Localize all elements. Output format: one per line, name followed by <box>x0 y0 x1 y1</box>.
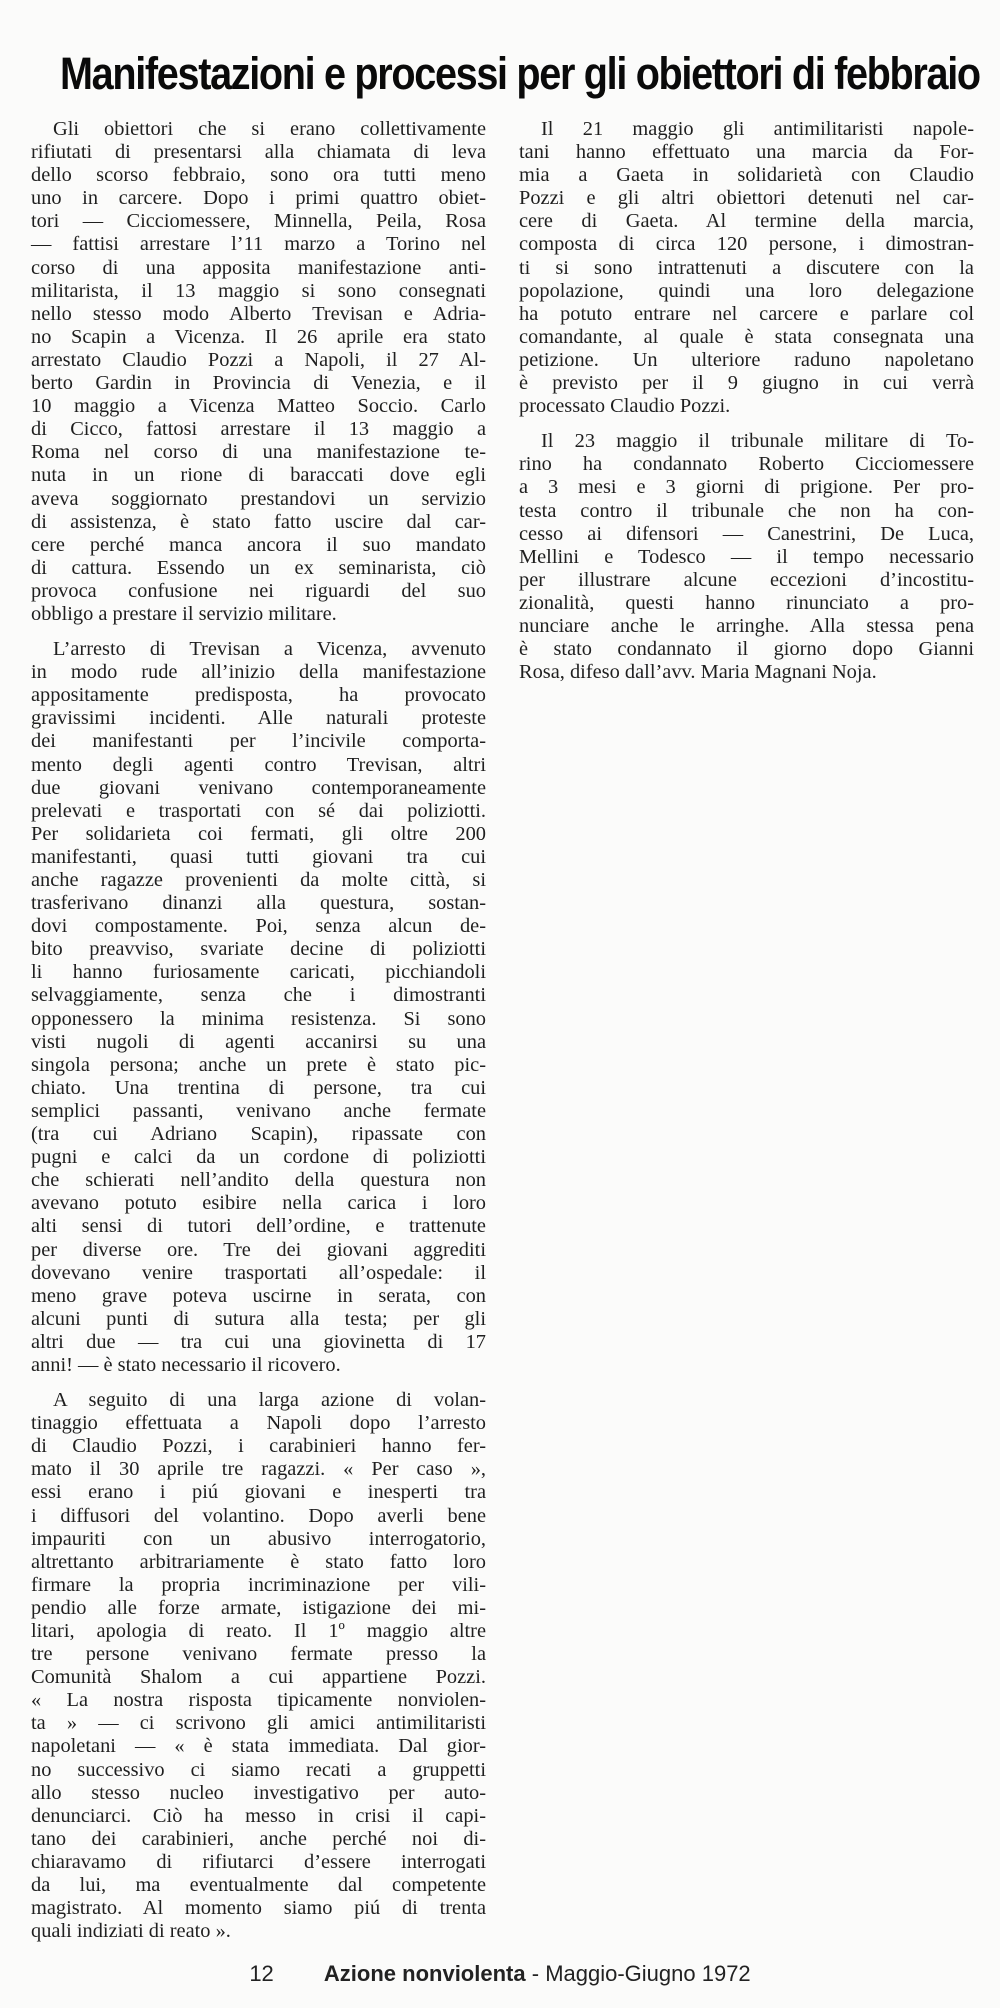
text-line: no successivo ci siamo recati a gruppetti <box>31 1758 486 1781</box>
text-line: altri due — tra cui una giovinetta di 17 <box>31 1330 486 1353</box>
text-line: appositamente predisposta, ha provocato <box>31 684 486 707</box>
text-line: di assistenza, è stato fatto uscire dal car- <box>31 510 486 533</box>
text-line: avevano potuto esibire nella carica i loro <box>31 1192 486 1215</box>
text-line: i diffusori del volantino. Dopo averli bene <box>31 1504 486 1527</box>
text-line: A seguito di una larga azione di volan- <box>53 1389 486 1412</box>
article-paragraph <box>519 118 974 418</box>
text-line: petizione. Un ulteriore raduno napoletano <box>519 348 974 371</box>
article-paragraph <box>31 118 486 626</box>
text-line: alcuni punti di sutura alla testa; per gli <box>31 1307 486 1330</box>
page-number: 12 <box>249 1961 274 1986</box>
text-line: berto Gardin in Provincia di Venezia, e il <box>31 372 486 395</box>
text-line: tori — Cicciomessere, Minnella, Peila, Rosa <box>31 210 486 233</box>
text-line: che schierati nell’andito della questura non <box>31 1169 486 1192</box>
text-line: per diverse ore. Tre dei giovani aggrediti <box>31 1238 486 1261</box>
text-line: provoca confusione nei riguardi del suo <box>31 579 486 602</box>
text-line: li hanno furiosamente caricati, picchiandoli <box>31 961 486 984</box>
text-line: Gli obiettori che si erano collettivamente <box>53 118 486 140</box>
text-line: mato il 30 aprile tre ragazzi. « Per caso », <box>31 1458 486 1481</box>
text-line: ha potuto entrare nel carcere e parlare col <box>519 302 974 325</box>
text-line: Pozzi e gli altri obiettori detenuti nel car- <box>519 187 974 210</box>
text-line: no Scapin a Vicenza. Il 26 aprile era stato <box>31 325 486 348</box>
text-line: semplici passanti, venivano anche fermate <box>31 1099 486 1122</box>
text-line: dei manifestanti per l’incivile comporta- <box>31 730 486 753</box>
text-line: Il 23 maggio il tribunale militare di To- <box>541 430 974 453</box>
text-line: da lui, ma eventualmente dal competente <box>31 1874 486 1897</box>
magazine-name: Azione nonviolenta <box>323 1961 526 1986</box>
text-line: prelevati e trasportati con sé dai poliziotti. <box>31 799 486 822</box>
text-line: Roma nel corso di una manifestazione te- <box>31 441 486 464</box>
text-line: tinaggio effettuata a Napoli dopo l’arresto <box>31 1412 486 1435</box>
text-line: L’arresto di Trevisan a Vicenza, avvenuto <box>53 638 486 661</box>
text-line: Comunità Shalom a cui appartiene Pozzi. <box>31 1666 486 1689</box>
text-line: di cattura. Essendo un ex seminarista, ciò <box>31 556 486 579</box>
text-line: obbligo a prestare il servizio militare. <box>31 602 337 625</box>
text-line: tano dei carabinieri, anche perché noi di- <box>31 1827 486 1850</box>
text-line: arrestato Claudio Pozzi a Napoli, il 27 Al- <box>31 348 486 371</box>
text-line: opponessero la minima resistenza. Si sono <box>31 1007 486 1030</box>
text-line: alti sensi di tutori dell’ordine, e trattenute <box>31 1215 486 1238</box>
text-line: mia a Gaeta in solidarietà con Claudio <box>519 164 974 187</box>
text-line: Per solidarieta coi fermati, gli oltre 200 <box>31 822 486 845</box>
text-line: dovevano venire trasportati all’ospedale: il <box>31 1261 486 1284</box>
text-line: litari, apologia di reato. Il 1º maggio altre <box>31 1620 486 1642</box>
text-line: chiato. Una trentina di persone, tra cui <box>31 1076 486 1099</box>
text-line: nuta in un rione di baraccati dove egli <box>31 464 486 487</box>
text-line: militarista, il 13 maggio si sono consegnati <box>31 279 486 302</box>
text-line: rino ha condannato Roberto Cicciomessere <box>519 453 974 476</box>
text-line: è previsto per il 9 giugno in cui verrà <box>519 372 974 395</box>
text-line: mento degli agenti contro Trevisan, altri <box>31 753 486 776</box>
text-line: anni! — è stato necessario il ricovero. <box>31 1353 341 1376</box>
text-line: essi erano i piú giovani e inesperti tra <box>31 1481 486 1504</box>
article-paragraph <box>519 430 974 684</box>
text-line: allo stesso nucleo investigativo per auto- <box>31 1781 486 1804</box>
text-line: chiaravamo di rifiutarci d’essere interrogati <box>31 1850 486 1873</box>
text-line: cere perché manca ancora il suo mandato <box>31 533 486 556</box>
text-line: nello stesso modo Alberto Trevisan e Adria- <box>31 302 486 325</box>
text-line: pendio alle forze armate, istigazione dei mi- <box>31 1596 486 1619</box>
text-line: cere di Gaeta. Al termine della marcia, <box>519 210 974 233</box>
text-line: manifestanti, quasi tutti giovani tra cui <box>31 845 486 868</box>
article-column-left <box>31 118 486 1955</box>
text-line: ti si sono intrattenuti a discutere con la <box>519 256 974 279</box>
text-line: rifiutati di presentarsi alla chiamata di leva <box>31 141 486 164</box>
text-line: composta di circa 120 persone, i dimostran- <box>519 233 974 256</box>
text-line: popolazione, quindi una loro delegazione <box>519 279 974 302</box>
text-line: zionalità, questi hanno rinunciato a pro- <box>519 591 974 614</box>
text-line: è stato condannato il giorno dopo Gianni <box>519 638 974 661</box>
text-line: di Claudio Pozzi, i carabinieri hanno fer- <box>31 1435 486 1458</box>
text-line: anche ragazze provenienti da molte città, si <box>31 869 486 891</box>
text-line: comandante, al quale è stata consegnata una <box>519 325 974 348</box>
text-line: (tra cui Adriano Scapin), ripassate con <box>31 1123 486 1146</box>
page-footer <box>0 1961 1000 1987</box>
text-line: testa contro il tribunale che non ha con- <box>519 499 974 522</box>
text-line: nunciare anche le arringhe. Alla stessa pena <box>519 614 974 637</box>
text-line: magistrato. Al momento siamo piú di trenta <box>31 1897 486 1920</box>
text-line: aveva soggiornato prestandovi un servizio <box>31 487 486 510</box>
text-line: Rosa, difeso dall’avv. Maria Magnani Noja. <box>519 661 877 684</box>
article-title: Manifestazioni e processi per gli obiettori di febbraio <box>60 48 980 100</box>
text-line: uno in carcere. Dopo i primi quattro obiet- <box>31 187 486 210</box>
text-line: Il 21 maggio gli antimilitaristi napole- <box>541 118 974 140</box>
text-line: trasferivano dinanzi alla questura, sostan- <box>31 892 486 915</box>
text-line: meno grave poteva uscirne in serata, con <box>31 1284 486 1307</box>
text-line: napoletani — « è stata immediata. Dal gior- <box>31 1735 486 1758</box>
text-line: tani hanno effettuato una marcia da For- <box>519 141 974 164</box>
text-line: dovi compostamente. Poi, senza alcun de- <box>31 915 486 938</box>
text-line: bito preavviso, svariate decine di poliziotti <box>31 938 486 961</box>
text-line: selvaggiamente, senza che i dimostranti <box>31 984 486 1007</box>
text-line: corso di una apposita manifestazione anti- <box>31 256 486 279</box>
text-line: di Cicco, fattosi arrestare il 13 maggio a <box>31 418 486 441</box>
text-line: denunciarci. Ciò ha messo in crisi il capi- <box>31 1804 486 1827</box>
text-line: singola persona; anche un prete è stato pic- <box>31 1053 486 1076</box>
text-line: « La nostra risposta tipicamente nonviolen- <box>31 1689 486 1712</box>
text-line: visti nugoli di agenti accanirsi su una <box>31 1030 486 1053</box>
text-line: firmare la propria incriminazione per vili- <box>31 1573 486 1596</box>
text-line: quali indiziati di reato ». <box>31 1920 231 1943</box>
text-line: a 3 mesi e 3 giorni di prigione. Per pro- <box>519 476 974 499</box>
text-line: due giovani venivano contemporaneamente <box>31 776 486 799</box>
text-line: per illustrare alcune eccezioni d’incostitu- <box>519 568 974 591</box>
text-line: impauriti con un abusivo interrogatorio, <box>31 1527 486 1550</box>
article-paragraph <box>31 638 486 1377</box>
text-line: dello scorso febbraio, sono ora tutti meno <box>31 164 486 187</box>
text-line: altrettanto arbitrariamente è stato fatto loro <box>31 1550 486 1573</box>
text-line: processato Claudio Pozzi. <box>519 395 731 418</box>
article-paragraph <box>31 1389 486 1943</box>
text-line: in modo rude all’inizio della manifestazione <box>31 661 486 684</box>
text-line: gravissimi incidenti. Alle naturali proteste <box>31 707 486 730</box>
text-line: tre persone venivano fermate presso la <box>31 1643 486 1666</box>
text-line: 10 maggio a Vicenza Matteo Soccio. Carlo <box>31 395 486 418</box>
footer-separator: - <box>531 1961 540 1986</box>
text-line: — fattisi arrestare l’11 marzo a Torino nel <box>31 233 486 256</box>
article-column-right <box>519 118 974 696</box>
text-line: cesso ai difensori — Canestrini, De Luca, <box>519 522 974 545</box>
text-line: Mellini e Todesco — il tempo necessario <box>519 545 974 568</box>
text-line: pugni e calci da un cordone di poliziotti <box>31 1146 486 1169</box>
text-line: ta » — ci scrivono gli amici antimilitaristi <box>31 1712 486 1735</box>
issue-date: Maggio-Giugno 1972 <box>545 1961 751 1986</box>
